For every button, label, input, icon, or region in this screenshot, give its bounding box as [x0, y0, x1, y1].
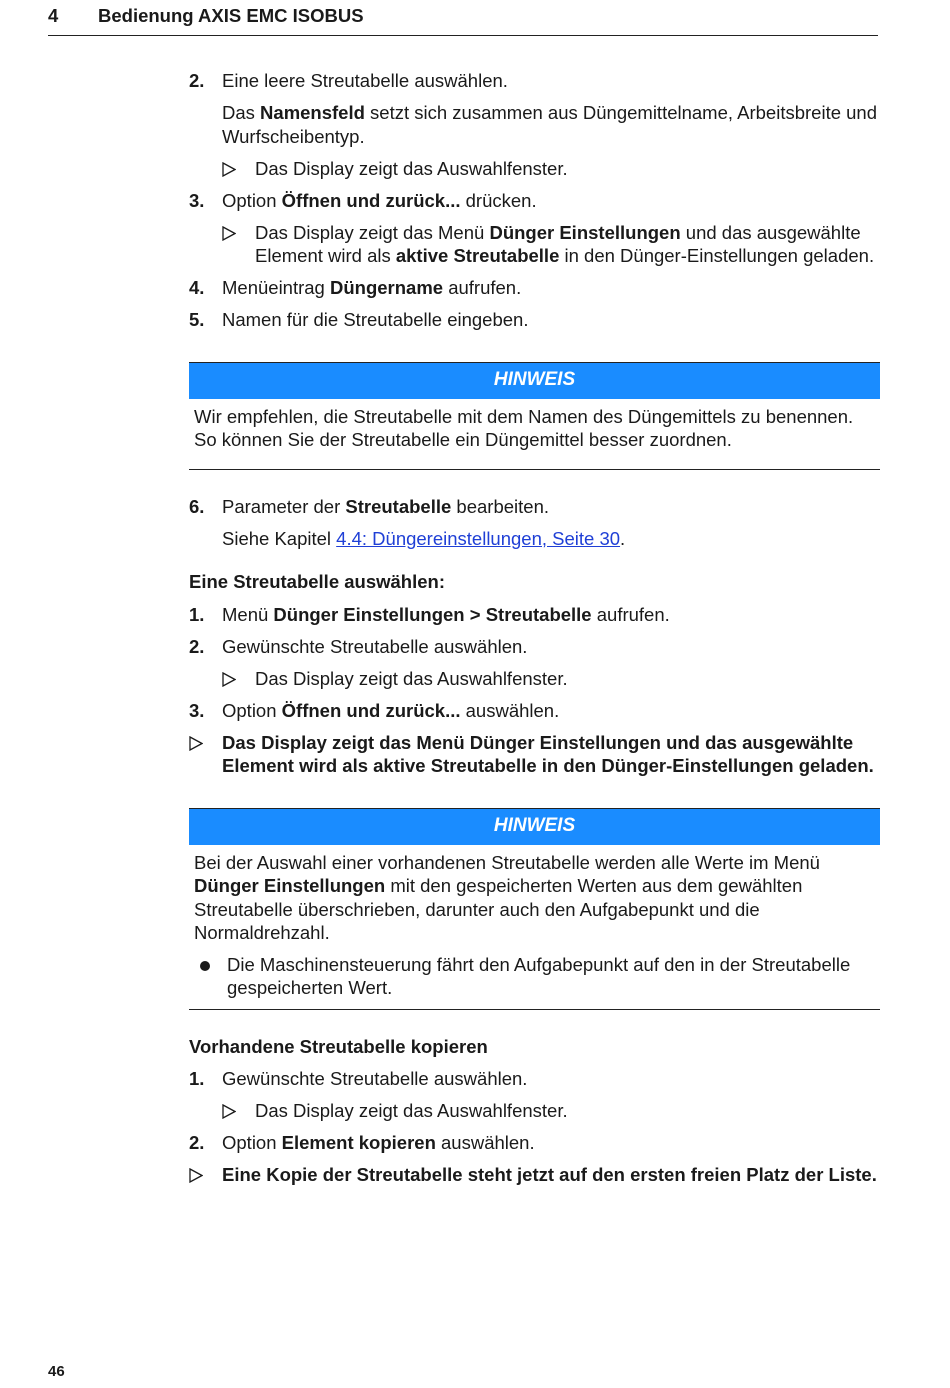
text: aufrufen.	[443, 277, 522, 298]
chapter-link[interactable]: 4.4: Düngereinstellungen, Seite 30	[336, 527, 621, 549]
option-open-and-back: Öffnen und zurück...	[281, 699, 461, 721]
text: Menü	[222, 603, 274, 625]
result-line	[189, 1099, 880, 1123]
result-triangle-icon	[222, 157, 236, 177]
step-4-fertilizer-name	[189, 276, 880, 300]
step-3-open	[189, 189, 880, 213]
notice-box	[189, 808, 880, 1010]
step-number: 1.	[189, 1068, 205, 1089]
text: mit den gespeicherten Werten aus dem gewählten Streutabelle überschrieben, darunter auch den Aufgabepunkt und die Normaldrehzahl.	[194, 875, 803, 943]
chapter-title: Bedienung AXIS EMC ISOBUS	[98, 5, 364, 26]
text: und das ausgewählte Element wird als	[255, 221, 861, 266]
text: bearbeiten.	[451, 495, 550, 517]
text: auswählen.	[460, 699, 560, 721]
step-text: Eine leere Streutabelle auswählen.	[222, 70, 508, 91]
select-step-1	[189, 603, 880, 627]
text: Parameter der	[222, 495, 346, 517]
select-step-2	[189, 635, 880, 659]
step-6-parameters	[189, 495, 880, 519]
copy-step-2	[189, 1131, 880, 1155]
step-number: 5.	[189, 309, 205, 330]
text: auswählen.	[435, 1132, 535, 1153]
notice-text: Wir empfehlen, die Streutabelle mit dem Namen des Düngemittels zu benennen. So können Sie der Streutabelle ein Düngemittel besser zuordnen.	[194, 405, 854, 450]
text: Bei der Auswahl einer vorhandenen Streutabelle werden alle Werte im Menü	[194, 851, 820, 873]
result-triangle-icon	[189, 1163, 203, 1183]
notice-box	[189, 362, 880, 470]
text: Das Display zeigt das Menü	[255, 221, 490, 243]
menu-entry-fertilizer-name: Düngername	[329, 277, 444, 298]
menu-spread-table: Streutabelle	[485, 603, 592, 625]
text: Siehe Kapitel	[222, 527, 337, 549]
result-triangle-icon	[222, 667, 236, 687]
main-content	[189, 69, 880, 1195]
text: aufrufen.	[591, 603, 670, 625]
step-text: Gewünschte Streutabelle auswählen.	[222, 635, 528, 657]
see-chapter-paragraph	[189, 527, 880, 551]
step-2-empty-table	[189, 69, 880, 93]
result-text: Das Display zeigt das Auswahlfenster.	[255, 667, 568, 689]
step-number: 4.	[189, 277, 205, 298]
result-line	[189, 221, 880, 268]
option-copy-element: Element kopieren	[281, 1132, 436, 1153]
text: in den Dünger-Einstellungen geladen.	[559, 245, 875, 266]
page-number: 46	[48, 1363, 65, 1380]
text: Option	[222, 189, 282, 211]
step-number: 1.	[189, 603, 205, 625]
step-number: 2.	[189, 635, 205, 657]
step-number: 3.	[189, 699, 205, 721]
bullet-dot-icon	[200, 961, 210, 971]
text: .	[620, 527, 626, 549]
step-number: 6.	[189, 495, 205, 517]
step-number: 3.	[189, 189, 205, 211]
menu-fertilizer-settings: Dünger Einstellungen	[194, 875, 386, 896]
final-result-text: Das Display zeigt das Menü Dünger Einstellungen und das ausgewählte Element wird als aktive Streutabelle in den Dünger-Einstellungen geladen.	[222, 731, 874, 776]
page-header	[48, 5, 878, 36]
step-number: 2.	[189, 1132, 205, 1153]
name-field-paragraph	[189, 101, 880, 148]
menu-fertilizer-settings: Dünger Einstellungen	[273, 603, 465, 625]
notice-text	[194, 851, 858, 945]
result-line	[189, 667, 880, 691]
menu-separator: >	[464, 603, 486, 625]
step-text: Namen für die Streutabelle eingeben.	[222, 309, 529, 330]
text: Option	[222, 699, 282, 721]
notice-body	[189, 399, 880, 469]
text: Option	[222, 1132, 282, 1153]
select-step-3	[189, 699, 880, 723]
result-triangle-icon	[222, 1099, 236, 1119]
notice-label: HINWEIS	[189, 363, 880, 399]
section-heading: Eine Streutabelle auswählen:	[189, 571, 445, 592]
step-5-enter-name	[189, 308, 880, 332]
active-spread-table: aktive Streutabelle	[395, 245, 560, 266]
option-open-and-back: Öffnen und zurück...	[281, 189, 461, 211]
step-number: 2.	[189, 70, 205, 91]
result-text: Das Display zeigt das Auswahlfenster.	[255, 157, 568, 179]
text: drücken.	[460, 189, 537, 211]
step-text: Gewünschte Streutabelle auswählen.	[222, 1068, 528, 1089]
text: Menüeintrag	[222, 277, 330, 298]
result-triangle-icon	[189, 731, 203, 751]
term-streutabelle: Streutabelle	[345, 495, 452, 517]
final-result	[189, 731, 880, 778]
section-heading: Vorhandene Streutabelle kopieren	[189, 1035, 488, 1057]
result-triangle-icon	[222, 221, 236, 241]
notice-label: HINWEIS	[189, 809, 880, 845]
menu-fertilizer-settings: Dünger Einstellungen	[489, 221, 681, 243]
notice-body	[189, 845, 880, 1009]
text: setzt sich zusammen aus Düngemittelname, Arbeitsbreite und Wurfscheibentyp.	[222, 102, 878, 147]
copy-step-1	[189, 1067, 880, 1091]
result-line	[189, 157, 880, 181]
chapter-number: 4	[48, 5, 59, 26]
result-text: Das Display zeigt das Auswahlfenster.	[255, 1100, 568, 1121]
bullet-text: Die Maschinensteuerung fährt den Aufgabepunkt auf den in der Streutabelle gespeicherten Wert.	[227, 953, 851, 998]
term-namensfeld: Namensfeld	[260, 102, 365, 123]
final-result-text: Eine Kopie der Streutabelle steht jetzt auf den ersten freien Platz der Liste.	[222, 1164, 877, 1185]
final-result	[189, 1163, 880, 1187]
text: Das	[222, 102, 261, 123]
notice-bullet	[194, 953, 858, 1000]
